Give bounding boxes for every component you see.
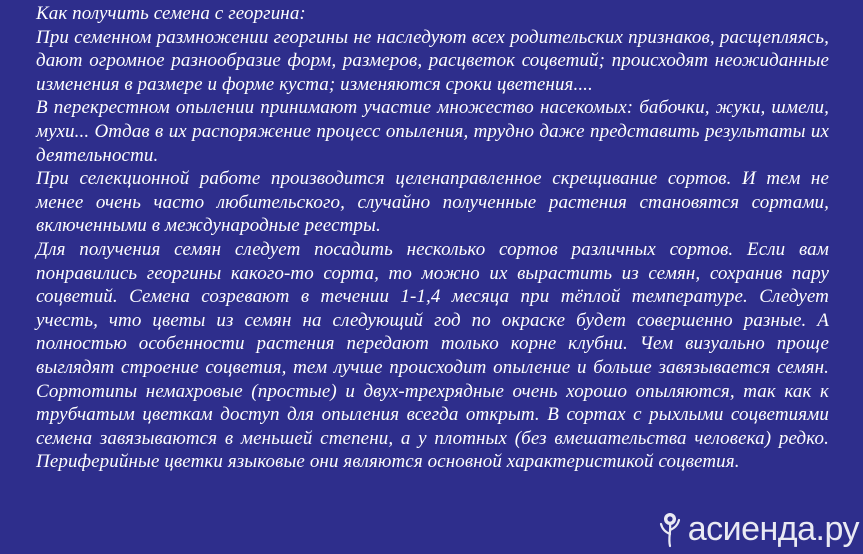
article-paragraph-3: При селекционной работе производится целенаправленное скрещивание сортов. И тем не менее очень часто любительского, случайно полученные растения становятся сортами, включенными в международные реестры. [36,168,829,237]
article-heading: Как получить семена с георгина: [36,3,306,24]
flower-logo-icon [656,510,684,548]
article-paragraph-1: При семенном размножении георгины не наследуют всех родительских признаков, расщепляясь, дают огромное разнообразие форм, размеров, расцветок соцветий; происходят неожиданные изменения в размере и форме куста; изменяются сроки цветения.... [36,26,829,95]
article-paragraph-4: Для получения семян следует посадить несколько сортов различных сортов. Если вам понравились георгины какого-то сорта, то можно их вырастить из семян, сохранив пару соцветий. Семена созревают в течении 1-1,4 месяца при тёплой температуре. Следует учесть, что цветы из семян на следующий год по окраске будет совершенно разные. А полностью особенности растения передают только корне клубни. Чем визуально проще выглядят строение соцветия, тем лучше происходит опыление и больше завязывается семян. Сортотипы немахровые (простые) и двух-трехрядные очень хорошо опыляются, так как к трубчатым цветкам доступ для опыления всегда открыт. В сортах с рыхлыми соцветиями семена завязываются в меньшей степени, а у плотных (без вмешательства человека) редко. Периферийные цветки языковые они являются основной характеристикой соцветия. [36,238,829,473]
site-watermark [656,510,859,548]
article-text [36,2,829,474]
watermark-text: асиенда.ру [687,510,859,548]
article-paragraph-2: В перекрестном опылении принимают участие множество насекомых: бабочки, жуки, шмели, мухи... Отдав в их распоряжение процесс опыления, трудно даже представить результаты их деятельности. [36,97,829,166]
